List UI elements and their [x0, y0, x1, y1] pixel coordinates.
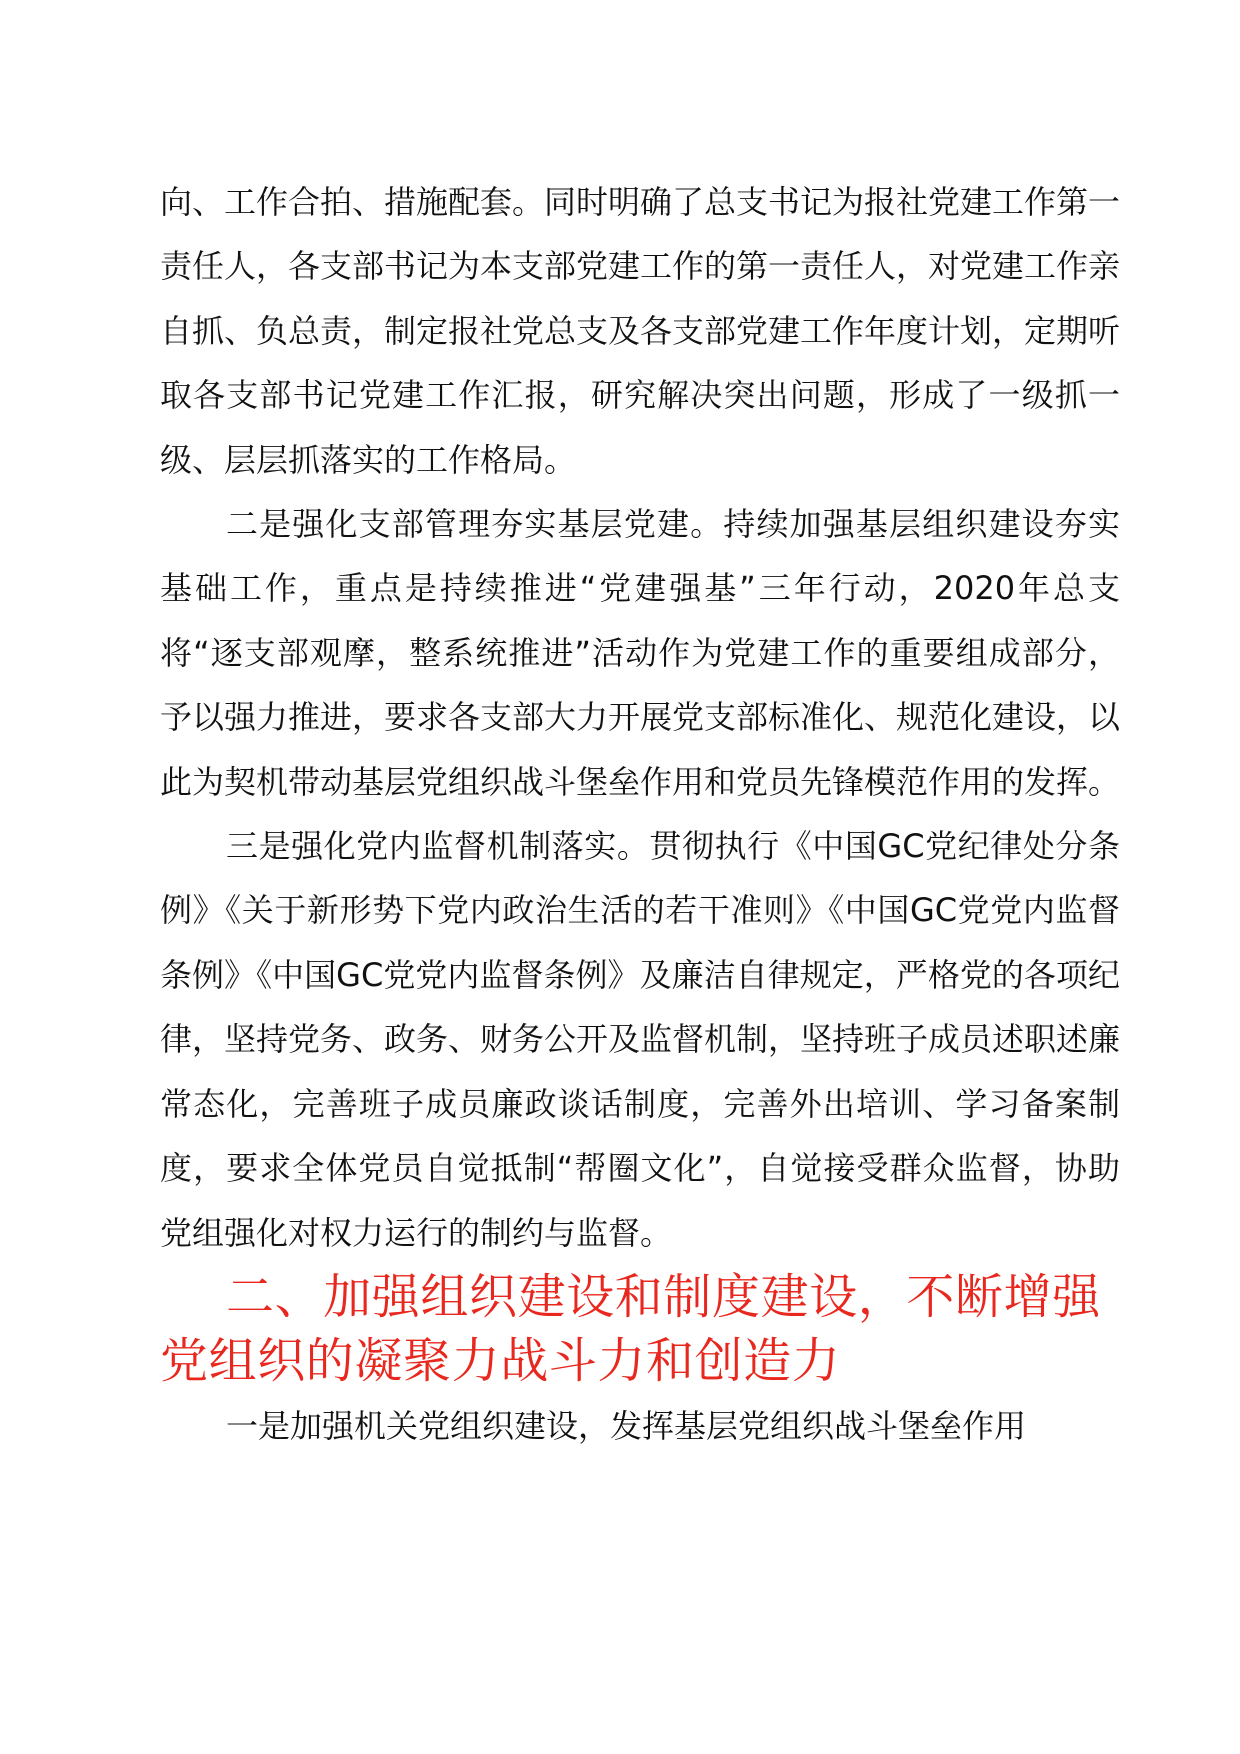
document-body — [160, 170, 1120, 1458]
paragraph-continued: 向、工作合拍、措施配套。同时明确了总支书记为报社党建工作第一责任人，各支部书记为本支部党建工作的第一责任人，对党建工作亲自抓、负总责，制定报社党总支及各支部党建工作年度计划，定期听取各支部书记党建工作汇报，研究解决突出问题，形成了一级抓一级、层层抓落实的工作格局。 — [160, 183, 1121, 479]
section-heading: 二、加强组织建设和制度建设，不断增强党组织的凝聚力战斗力和创造力 — [160, 1268, 1101, 1390]
paragraph-organization-building: 一是加强机关党组织建设，发挥基层党组织战斗堡垒作用 — [226, 1406, 1027, 1445]
paragraph-supervision: 三是强化党内监督机制落实。贯彻执行《中国GC党纪律处分条例》《关于新形势下党内政治生活的若干准则》《中国GC党党内监督条例》《中国GC党党内监督条例》及廉洁自律规定，严格党的各项纪律，坚持党务、政务、财务公开及监督机制，坚持班子成员述职述廉常态化，完善班子成员廉政谈话制度，完善外出培训、学习备案制度，要求全体党员自觉抵制“帮圈文化”，自觉接受群众监督，协助党组强化对权力运行的制约与监督。 — [160, 827, 1121, 1252]
paragraph-strengthen-branch: 二是强化支部管理夯实基层党建。持续加强基层组织建设夯实基础工作，重点是持续推进“党建强基”三年行动，2020年总支将“逐支部观摩，整系统推进”活动作为党建工作的重要组成部分，予以强力推进，要求各支部大力开展党支部标准化、规范化建设，以此为契机带动基层党组织战斗堡垒作用和党员先锋模范作用的发挥。 — [160, 505, 1121, 801]
